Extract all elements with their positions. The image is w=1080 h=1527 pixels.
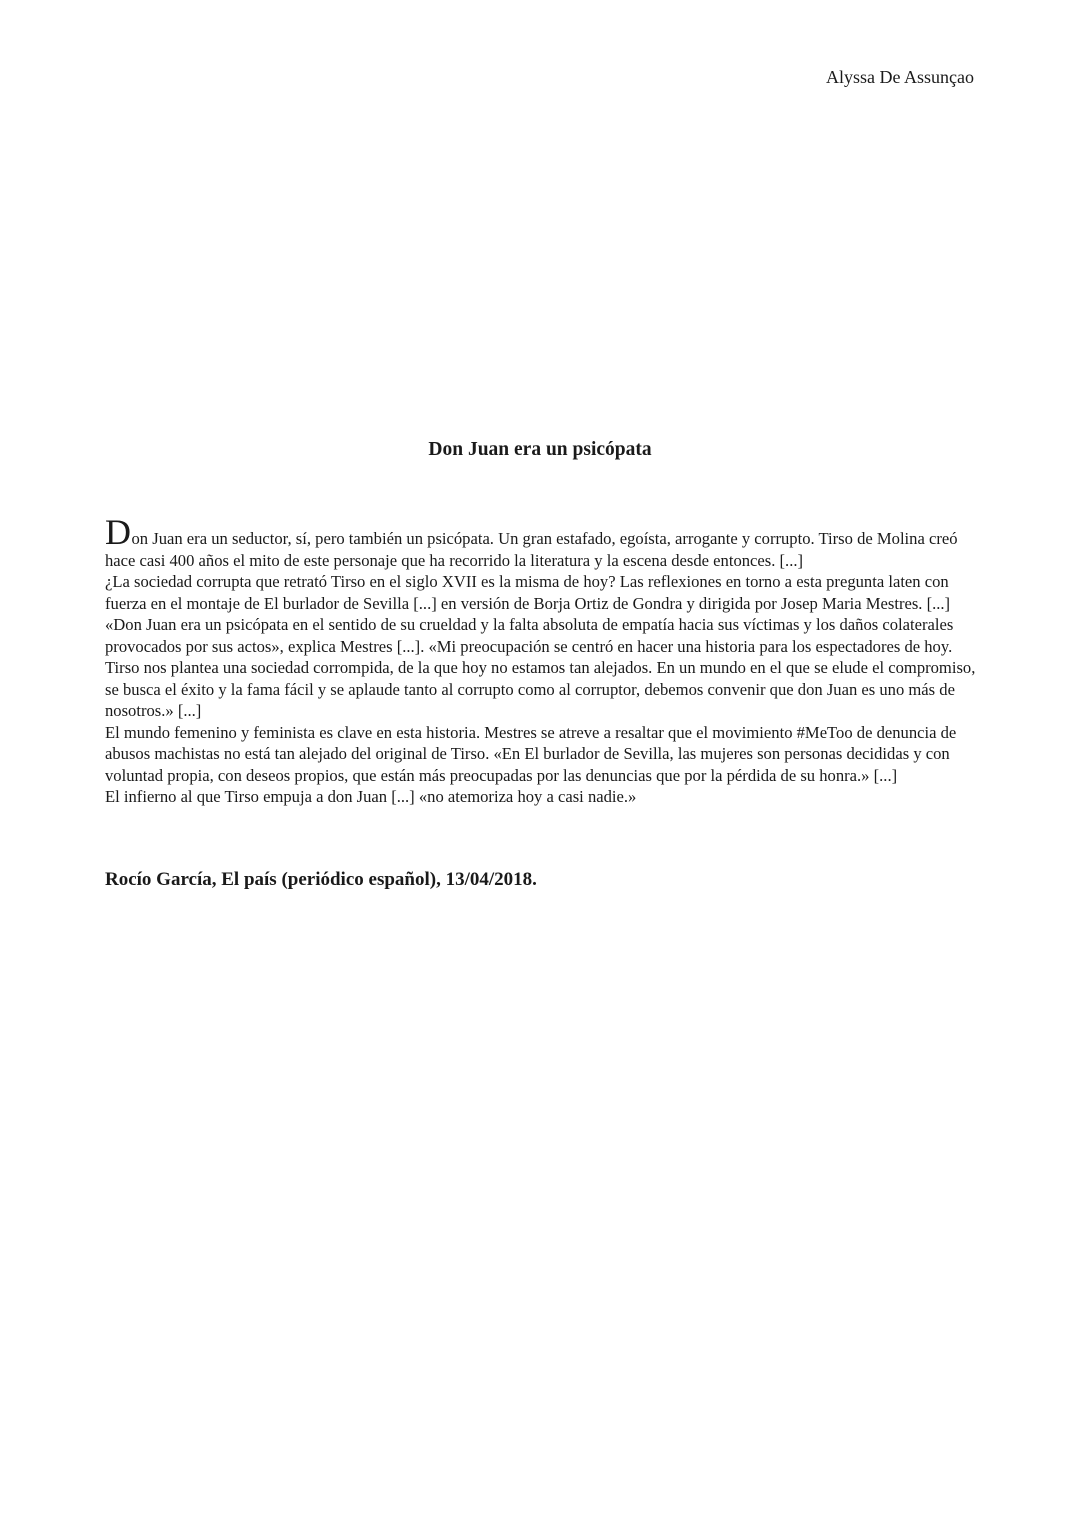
author-name: Alyssa De Assunçao (826, 67, 974, 87)
body-paragraph-5: El infierno al que Tirso empuja a don Juan [...] «no atemoriza hoy a casi nadie.» (105, 787, 637, 806)
source-citation: Rocío García, El país (periódico español), 13/04/2018. (105, 869, 537, 890)
body-paragraph-3: «Don Juan era un psicópata en el sentido de su crueldad y la falta absoluta de empatía hacia sus víctimas y los daños colaterales provocados por sus actos», explica Mestres [...]. «Mi preocupación se centró en hacer una historia para los espectadores de hoy. Tirso nos plantea una sociedad corrompida, de la que hoy no estamos tan alejados. En un mundo en el que se elude el compromiso, se busca el éxito y la fama fácil y se aplaude tanto al corrupto como al corruptor, debemos convenir que don Juan es uno más de nosotros.» [...] (105, 615, 976, 720)
body-paragraph-1-text: on Juan era un seductor, sí, pero también un psicópata. Un gran estafado, egoísta, arrogante y corrupto. Tirso de Molina creó hace casi 400 años el mito de este personaje que ha recorrido la literatura y la escena desde entonces. [...] (105, 529, 958, 570)
body-paragraph-4: El mundo femenino y feminista es clave en esta historia. Mestres se atreve a resaltar que el movimiento #MeToo de denuncia de abusos machistas no está tan alejado del original de Tirso. «En El burlador de Sevilla, las mujeres son personas decididas y con voluntad propia, con deseos propios, que están más preocupadas por las denuncias que por la pérdida de su honra.» [...] (105, 722, 957, 785)
article-body (105, 512, 977, 808)
body-paragraph-1 (105, 512, 977, 571)
drop-cap-letter: D (105, 512, 132, 552)
document-title: Don Juan era un psicópata (428, 439, 652, 460)
body-paragraph-2: ¿La sociedad corrupta que retrató Tirso en el siglo XVII es la misma de hoy? Las reflexiones en torno a esta pregunta laten con fuerza en el montaje de El burlador de Sevilla [...] en versión de Borja Ortiz de Gondra y dirigida por Josep Maria Mestres. [...] (105, 572, 951, 613)
